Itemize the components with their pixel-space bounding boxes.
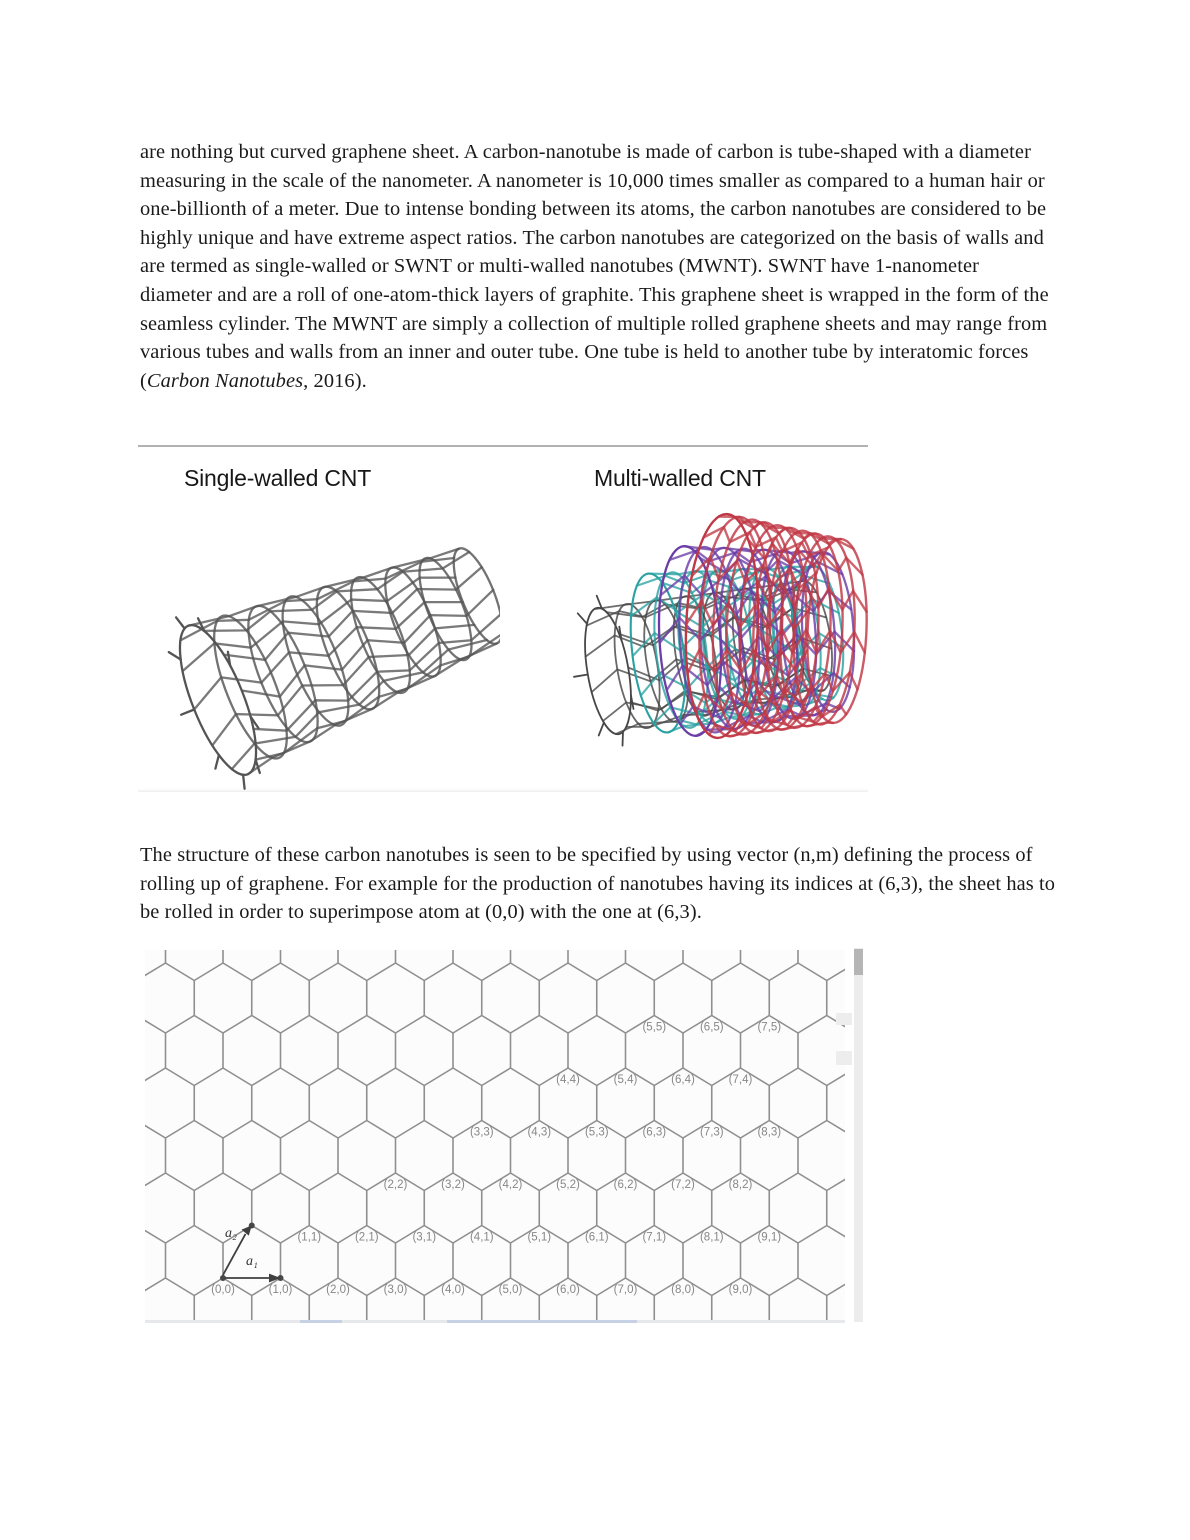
site-label-7-1: (7,1) [642,1231,667,1244]
site-label-5-4: (5,4) [613,1074,638,1086]
site-label-6-4: (6,4) [671,1074,695,1086]
site-label-7-3: (7,3) [699,1126,724,1139]
site-label-6-3: (6,3) [642,1126,667,1139]
site-label-6-0: (6,0) [556,1284,580,1296]
figure-bottom-highlight [447,1320,637,1323]
multi-walled-cnt-caption: Multi-walled CNT [594,465,766,491]
site-label-8-3: (8,3) [757,1126,782,1139]
site-label-7-5: (7,5) [757,1021,782,1034]
site-label-5-0: (5,0) [498,1284,523,1296]
paragraph-lattice-vector: The structure of these carbon nanotubes is seen to be specified by using vector (n,m) defining the process of rolling up of graphene. For example for the production of nanotubes having its indices at (6,3), the sheet has to be rolled in order to superimpose atom at (0,0) with the one at (6,3). [140,844,1056,924]
site-label-2-2: (2,2) [383,1179,408,1191]
single-walled-cnt-caption: Single-walled CNT [184,465,372,491]
site-label-3-0: (3,0) [383,1284,408,1296]
site-label-3-1: (3,1) [412,1231,437,1244]
vector-label-a2: a₂ [225,1226,237,1241]
paragraph-carbon-nanotube-intro [140,138,1056,395]
site-label-4-2: (4,2) [498,1179,523,1191]
site-label-0-0: (0,0) [211,1284,235,1296]
site-label-9-1: (9,1) [757,1231,782,1244]
figure-side-artifact [836,1013,852,1025]
site-label-6-5: (6,5) [699,1021,724,1034]
site-label-5-3: (5,3) [584,1126,609,1139]
site-label-9-0: (9,0) [728,1284,753,1296]
paragraph-text: are nothing but curved graphene sheet. A carbon-nanotube is made of carbon is tube-shaped with a diameter measuring in the scale of the nanometer. A nanometer is 10,000 times smaller as compared to a human hair or one-billionth of a meter. Due to intense bonding between its atoms, the carbon nanotubes are considered to be highly unique and have extreme aspect ratios. The carbon nanotubes are categorized on the basis of walls and are termed as single-walled or SWNT or multi-walled nanotubes (MWNT). SWNT have 1-nanometer diameter and are a roll of one-atom-thick layers of graphite. This graphene sheet is wrapped in the form of the seamless cylinder. The MWNT are simply a collection of multiple rolled graphene sheets and may range from various tubes and walls from an inner and outer tube. One tube is held to another tube by interatomic forces ( [140,141,1049,392]
graphene-lattice-image [145,950,845,1320]
vector-label-a1: a₁ [246,1254,258,1269]
site-label-7-0: (7,0) [613,1284,638,1296]
site-label-3-3: (3,3) [469,1126,494,1139]
site-label-8-2: (8,2) [728,1179,753,1191]
site-label-5-1: (5,1) [527,1231,552,1244]
scrollbar-thumb[interactable] [854,949,863,975]
site-label-7-4: (7,4) [728,1074,753,1086]
site-label-6-2: (6,2) [613,1179,638,1191]
site-label-1-1: (1,1) [297,1231,322,1244]
site-label-8-1: (8,1) [699,1231,724,1244]
mwnt-image [542,491,877,787]
site-label-3-2: (3,2) [441,1179,465,1191]
site-label-5-2: (5,2) [556,1179,580,1191]
site-label-8-0: (8,0) [671,1284,695,1296]
figure-side-artifact [836,1051,852,1065]
site-label-1-0: (1,0) [268,1284,293,1296]
site-label-2-0: (2,0) [326,1284,350,1296]
scrollbar-track[interactable] [854,948,863,1322]
site-label-4-4: (4,4) [556,1074,580,1086]
citation-title-italic: Carbon Nanotubes [146,369,304,392]
swnt-image [138,504,500,792]
cnt-comparison-figure [138,445,868,792]
site-label-2-1: (2,1) [354,1231,379,1244]
site-label-4-1: (4,1) [469,1231,494,1244]
site-label-5-5: (5,5) [642,1021,667,1034]
paragraph-text-end: , 2016). [303,369,367,392]
site-label-4-0: (4,0) [441,1284,465,1296]
site-label-4-3: (4,3) [527,1126,552,1139]
site-label-6-1: (6,1) [584,1231,609,1244]
site-label-7-2: (7,2) [671,1179,695,1191]
figure-bottom-highlight [300,1320,342,1323]
